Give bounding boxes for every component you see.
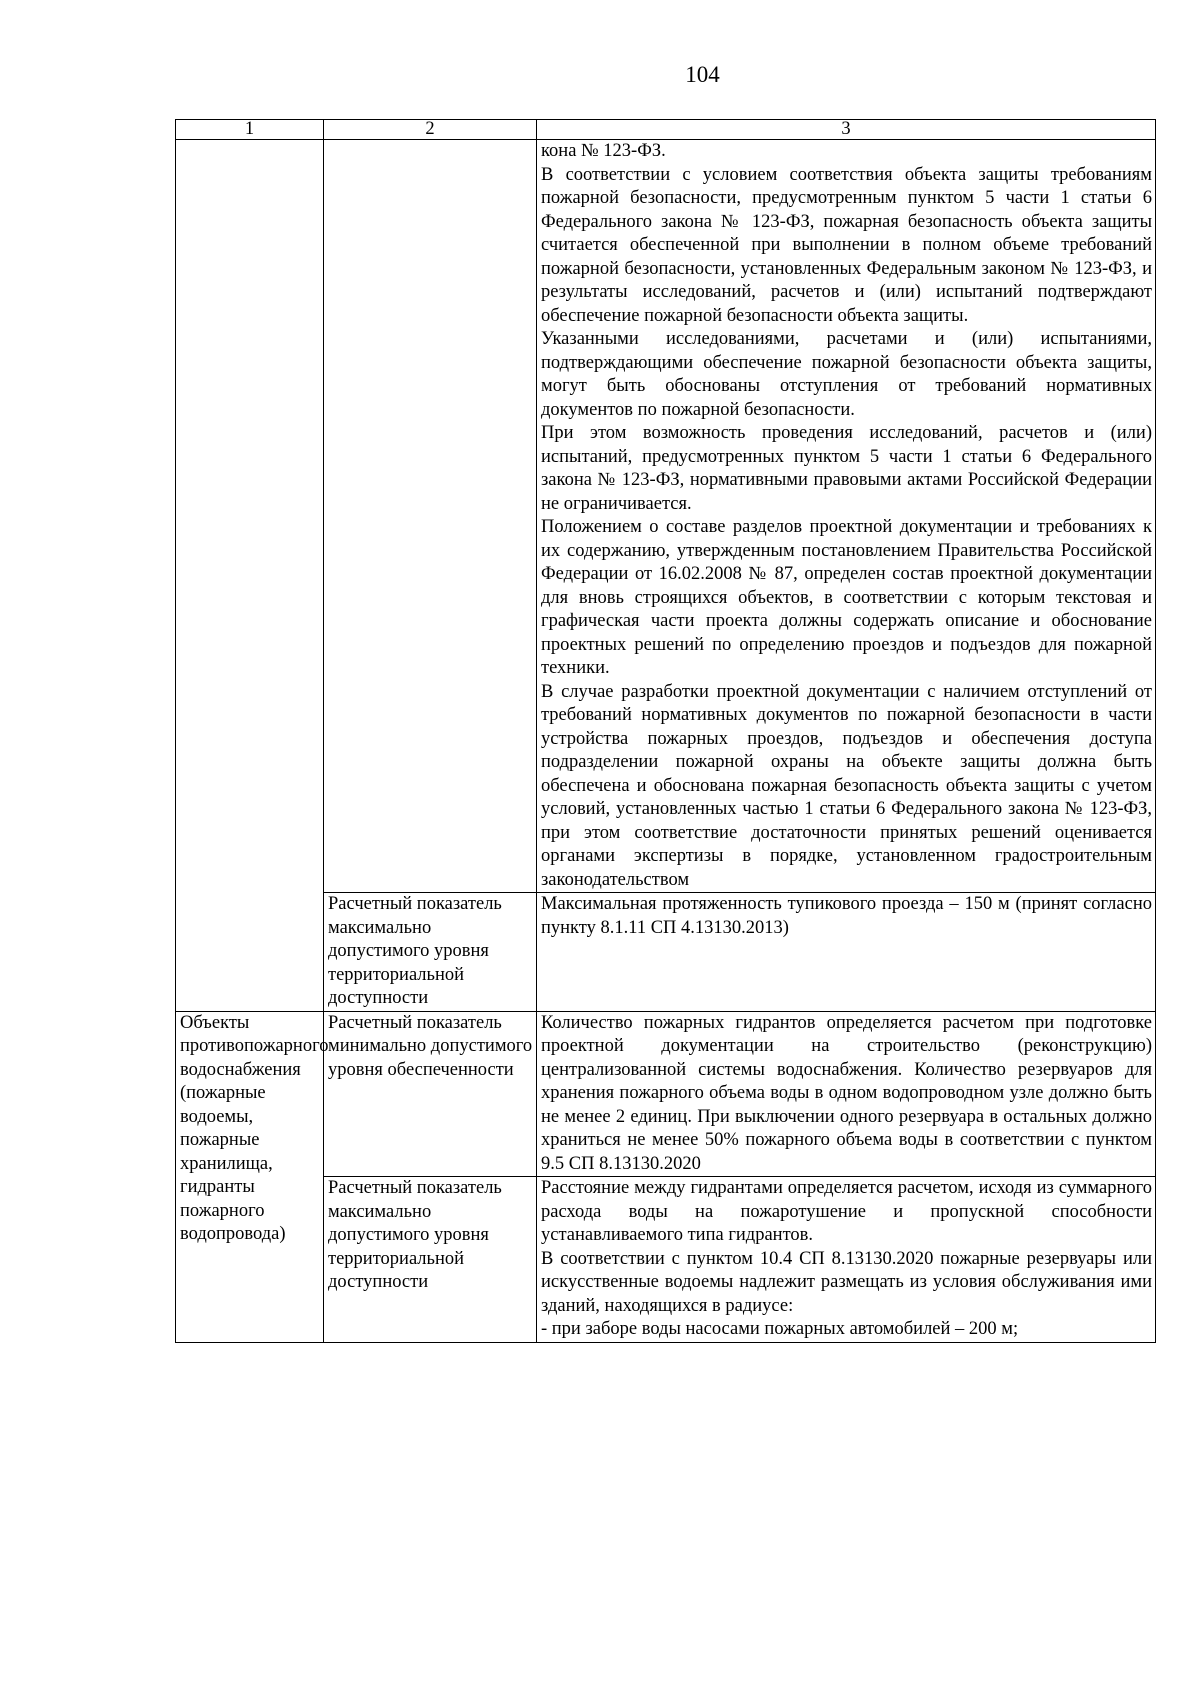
- paragraph: Количество пожарных гидрантов определяется расчетом при подготовке проектной документации на строительство (реконструкцию) централизованной системы водоснабжения. Количество резервуаров для хранения пожарного объема воды в одном водопроводном узле должно быть не менее 2 единиц. При выключении одного резервуара в остальных должно храниться не менее 50% пожарного объема воды в соответствии с пунктом 9.5 СП 8.13130.2020: [541, 1012, 1152, 1174]
- paragraph: - при заборе воды насосами пожарных автомобилей – 200 м;: [541, 1319, 1019, 1339]
- row1-col1: [176, 140, 324, 1012]
- table-header-row: [176, 120, 1156, 140]
- page-number: 104: [685, 62, 720, 87]
- header-col-3: 3: [537, 120, 1156, 140]
- paragraph: Указанными исследованиями, расчетами и (или) испытаниями, подтверждающими обеспечение пожарной безопасности объекта защиты, могут быть обоснованы отступления от требований нормативных документов по пожарной безопасности.: [541, 329, 1152, 420]
- paragraph: Расстояние между гидрантами определяется расчетом, исходя из суммарного расхода воды на пожаротушение и пропускной способности устанавливаемого типа гидрантов.: [541, 1178, 1152, 1245]
- paragraph: При этом возможность проведения исследований, расчетов и (или) испытаний, предусмотренных пунктом 5 части 1 статьи 6 Федерального закона № 123-ФЗ, нормативными правовыми актами Российской Федерации не ограничивается.: [541, 423, 1152, 514]
- row1-col3: [537, 140, 1156, 893]
- header-col-1: 1: [176, 120, 324, 140]
- row3-col1: Объекты противопожарного водоснабжения (пожарные водоемы, пожарные хранилища, гидранты пожарного водопровода): [176, 1011, 324, 1342]
- paragraph: В соответствии с условием соответствия объекта защиты требованиям пожарной безопасности, предусмотренным пунктом 5 части 1 статьи 6 Федерального закона № 123-ФЗ, пожарная безопасность объекта защиты считается обеспеченной при выполнении в полном объеме требований пожарной безопасности, установленных Федеральным законом № 123-ФЗ, и результаты исследований, расчетов и (или) испытаний подтверждают обеспечение пожарной безопасности объекта защиты.: [541, 164, 1152, 326]
- row4-col2: Расчетный показатель максимально допустимого уровня территориальной доступности: [324, 1177, 537, 1343]
- row3-col2: Расчетный показатель минимально допустимого уровня обеспеченности: [324, 1011, 537, 1177]
- paragraph: В случае разработки проектной документации с наличием отступлений от требований нормативных документов по пожарной безопасности в части устройства пожарных проездов, подъездов и обеспечения доступа подразделении пожарной охраны на объекте защиты должна быть обеспечена и обоснована пожарная безопасность объекта защиты с учетом условий, установленных частью 1 статьи 6 Федерального закона № 123-ФЗ, при этом соответствие достаточности принятых решений оценивается органами экспертизы в порядке, установленном градостроительным законодательством: [541, 681, 1152, 890]
- row2-col2: Расчетный показатель максимально допустимого уровня территориальной доступности: [324, 893, 537, 1012]
- row1-col2: [324, 140, 537, 893]
- row4-col3: [537, 1177, 1156, 1343]
- table-row: [176, 1011, 1156, 1177]
- paragraph: Максимальная протяженность тупикового проезда – 150 м (принят согласно пункту 8.1.11 СП 4.13130.2013): [541, 894, 1152, 938]
- requirements-table: [175, 119, 1156, 1343]
- row2-col3: [537, 893, 1156, 1012]
- paragraph: В соответствии с пунктом 10.4 СП 8.13130.2020 пожарные резервуары или искусственные водоемы надлежит размещать из условия обслуживания ими зданий, находящихся в радиусе:: [541, 1248, 1152, 1316]
- paragraph: Положением о составе разделов проектной документации и требованиях к их содержанию, утвержденным постановлением Правительства Российской Федерации от 16.02.2008 № 87, определен состав проектной документации для вновь строящихся объектов, в соответствии с которым текстовая и графическая части проекта должны содержать описание и обоснование проектных решений по определению проездов и подъездов для пожарной техники.: [541, 517, 1152, 678]
- row3-col3: [537, 1011, 1156, 1177]
- table-row: [176, 140, 1156, 893]
- paragraph: кона № 123-ФЗ.: [541, 141, 666, 161]
- header-col-2: 2: [324, 120, 537, 140]
